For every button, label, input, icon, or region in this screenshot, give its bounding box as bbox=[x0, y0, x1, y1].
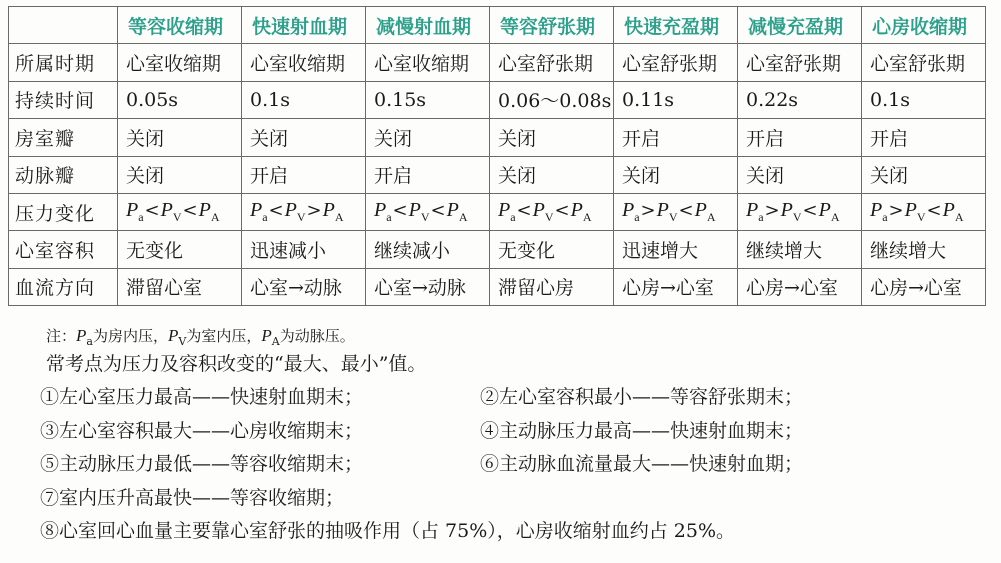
key-point-row bbox=[40, 482, 990, 516]
row-label: 压力变化 bbox=[9, 193, 118, 230]
key-point-row bbox=[40, 515, 990, 549]
table-cell: 无变化 bbox=[118, 231, 242, 268]
comparison-operator: > bbox=[306, 200, 322, 222]
symbol-p: P bbox=[167, 326, 179, 345]
pressure-subscript: A bbox=[210, 210, 220, 225]
table-cell: 关闭 bbox=[490, 119, 614, 156]
comparison-operator: > bbox=[640, 200, 656, 222]
row-label: 所属时期 bbox=[9, 44, 118, 81]
comparison-operator: < bbox=[392, 200, 408, 222]
table-cell: 关闭 bbox=[490, 156, 614, 193]
pressure-symbol: P bbox=[498, 199, 511, 222]
header-rapid-ejection: 快速射血期 bbox=[242, 7, 366, 44]
symbol-p: P bbox=[261, 326, 272, 345]
table-cell: 0.15s bbox=[366, 81, 490, 118]
header-reduced-filling: 减慢充盈期 bbox=[738, 7, 862, 44]
row-label: 房室瓣 bbox=[9, 119, 118, 156]
key-point: ②左心室容积最小——等容舒张期末； bbox=[480, 386, 804, 408]
pressure-formula-cell bbox=[118, 193, 242, 230]
row-label: 持续时间 bbox=[9, 81, 118, 118]
pressure-symbol: P bbox=[694, 199, 707, 222]
table-cell: 心房→心室 bbox=[862, 268, 986, 305]
table-cell: 关闭 bbox=[242, 119, 366, 156]
table-cell: 滞留心房 bbox=[490, 268, 614, 305]
table-row bbox=[9, 231, 986, 268]
table-row bbox=[9, 119, 986, 156]
pressure-symbol: P bbox=[446, 199, 459, 222]
table-cell: 心室收缩期 bbox=[118, 44, 242, 81]
comparison-operator: > bbox=[888, 200, 904, 222]
table-row bbox=[9, 44, 986, 81]
footnote-text: 为房内压， bbox=[92, 327, 168, 345]
table-cell: 心房→心室 bbox=[614, 268, 738, 305]
pressure-subscript: V bbox=[544, 210, 554, 225]
pressure-symbol: P bbox=[322, 199, 335, 222]
pressure-symbol: P bbox=[656, 199, 669, 222]
pressure-subscript: a bbox=[138, 210, 144, 225]
pressure-subscript: A bbox=[830, 210, 840, 225]
pressure-subscript: a bbox=[386, 210, 392, 225]
pressure-symbol: P bbox=[374, 199, 387, 222]
pressure-subscript: a bbox=[510, 210, 516, 225]
key-point: ③左心室容积最大——心房收缩期末； bbox=[40, 419, 364, 442]
table-cell: 心室收缩期 bbox=[366, 44, 490, 81]
pressure-symbol: P bbox=[532, 199, 545, 222]
comparison-operator: < bbox=[144, 200, 160, 222]
pressure-subscript: V bbox=[792, 210, 802, 225]
table-cell: 心房→心室 bbox=[738, 268, 862, 305]
table-cell: 0.06～0.08s bbox=[490, 81, 614, 118]
pressure-subscript: V bbox=[916, 210, 926, 225]
pressure-formula-cell bbox=[738, 193, 862, 230]
header-isovolumic-relaxation: 等容舒张期 bbox=[490, 7, 614, 44]
key-point: ⑤主动脉压力最低——等容收缩期末； bbox=[40, 453, 364, 475]
pressure-subscript: A bbox=[458, 210, 468, 225]
table-cell: 心室舒张期 bbox=[862, 44, 986, 81]
header-rapid-filling: 快速充盈期 bbox=[614, 7, 738, 44]
table-cell: 0.05s bbox=[118, 81, 242, 118]
row-label: 血流方向 bbox=[9, 268, 118, 305]
comparison-operator: < bbox=[554, 200, 570, 222]
footnote-text: 为室内压， bbox=[186, 327, 262, 345]
table-cell: 0.1s bbox=[242, 81, 366, 118]
table-cell: 关闭 bbox=[118, 119, 242, 156]
pressure-symbol: P bbox=[570, 199, 583, 222]
pressure-subscript: V bbox=[420, 210, 430, 225]
symbol-p: P bbox=[76, 326, 87, 345]
pressure-subscript: a bbox=[882, 210, 888, 225]
pressure-formula-cell bbox=[862, 193, 986, 230]
row-label: 动脉瓣 bbox=[9, 156, 118, 193]
key-point: ⑥主动脉血流量最大——快速射血期； bbox=[480, 453, 804, 475]
pressure-symbol: P bbox=[408, 199, 421, 222]
table-row bbox=[9, 193, 986, 230]
key-point: ④主动脉压力最高——快速射血期末； bbox=[480, 419, 804, 442]
table-cell: 开启 bbox=[862, 119, 986, 156]
key-points-intro: 常考点为压力及容积改变的“最大、最小”值。 bbox=[46, 353, 427, 375]
table-cell: 继续增大 bbox=[738, 231, 862, 268]
table-cell: 迅速增大 bbox=[614, 231, 738, 268]
pressure-subscript: V bbox=[296, 210, 306, 225]
pressure-subscript: A bbox=[334, 210, 344, 225]
pressure-formula-cell bbox=[366, 193, 490, 230]
table-cell: 滞留心室 bbox=[118, 268, 242, 305]
key-point-row bbox=[40, 381, 990, 415]
pressure-formula-cell bbox=[614, 193, 738, 230]
pressure-symbol: P bbox=[284, 199, 297, 222]
table-footnote bbox=[40, 324, 990, 348]
pressure-subscript: a bbox=[262, 210, 268, 225]
cardiac-cycle-table bbox=[8, 6, 986, 306]
table-cell: 关闭 bbox=[614, 156, 738, 193]
pressure-formula-cell bbox=[490, 193, 614, 230]
symbol-sub: a bbox=[86, 335, 93, 348]
header-blank-cell bbox=[9, 7, 118, 44]
key-point-row bbox=[40, 415, 990, 449]
comparison-operator: < bbox=[182, 200, 198, 222]
pressure-symbol: P bbox=[870, 199, 883, 222]
pressure-symbol: P bbox=[904, 199, 917, 222]
table-cell: 心室舒张期 bbox=[614, 44, 738, 81]
table-cell: 开启 bbox=[242, 156, 366, 193]
table-cell: 关闭 bbox=[862, 156, 986, 193]
table-row bbox=[9, 156, 986, 193]
key-point: ⑧心室回心血量主要靠心室舒张的抽吸作用（占 75%），心房收缩射血约占 25%。 bbox=[40, 520, 736, 542]
pressure-subscript: a bbox=[758, 210, 764, 225]
table-cell: 0.11s bbox=[614, 81, 738, 118]
table-cell: 开启 bbox=[366, 156, 490, 193]
table-cell: 关闭 bbox=[118, 156, 242, 193]
pressure-symbol: P bbox=[622, 199, 635, 222]
key-point: ①左心室压力最高——快速射血期末； bbox=[40, 386, 364, 408]
footnote-text: 为动脉压。 bbox=[279, 327, 355, 345]
table-cell: 开启 bbox=[738, 119, 862, 156]
pressure-symbol: P bbox=[818, 199, 831, 222]
table-cell: 心室舒张期 bbox=[490, 44, 614, 81]
pressure-symbol: P bbox=[780, 199, 793, 222]
symbol-sub: V bbox=[178, 335, 187, 348]
table-row bbox=[9, 81, 986, 118]
comparison-operator: < bbox=[268, 200, 284, 222]
table-cell: 心室收缩期 bbox=[242, 44, 366, 81]
symbol-sub: A bbox=[271, 335, 280, 348]
comparison-operator: < bbox=[430, 200, 446, 222]
comparison-operator: < bbox=[516, 200, 532, 222]
table-cell: 关闭 bbox=[738, 156, 862, 193]
table-cell: 心室→动脉 bbox=[366, 268, 490, 305]
comparison-operator: < bbox=[678, 200, 694, 222]
pressure-subscript: V bbox=[172, 210, 182, 225]
pressure-subscript: a bbox=[634, 210, 640, 225]
table-cell: 心室→动脉 bbox=[242, 268, 366, 305]
pressure-subscript: A bbox=[582, 210, 592, 225]
comparison-operator: < bbox=[926, 200, 942, 222]
table-cell: 无变化 bbox=[490, 231, 614, 268]
pressure-symbol: P bbox=[942, 199, 955, 222]
header-reduced-ejection: 减慢射血期 bbox=[366, 7, 490, 44]
row-label: 心室容积 bbox=[9, 231, 118, 268]
key-point-row bbox=[40, 448, 990, 482]
pressure-symbol: P bbox=[250, 199, 263, 222]
pressure-formula-cell bbox=[242, 193, 366, 230]
table-cell: 继续增大 bbox=[862, 231, 986, 268]
pressure-symbol: P bbox=[746, 199, 759, 222]
pressure-subscript: A bbox=[706, 210, 716, 225]
table-cell: 开启 bbox=[614, 119, 738, 156]
header-atrial-systole: 心房收缩期 bbox=[862, 7, 986, 44]
footnote-prefix: 注： bbox=[46, 327, 77, 345]
pressure-symbol: P bbox=[126, 199, 139, 222]
table-cell: 关闭 bbox=[366, 119, 490, 156]
table-cell: 0.22s bbox=[738, 81, 862, 118]
pressure-symbol: P bbox=[160, 199, 173, 222]
pressure-subscript: V bbox=[668, 210, 678, 225]
table-row bbox=[9, 268, 986, 305]
pressure-subscript: A bbox=[954, 210, 964, 225]
table-cell: 继续减小 bbox=[366, 231, 490, 268]
pressure-symbol: P bbox=[198, 199, 211, 222]
comparison-operator: > bbox=[764, 200, 780, 222]
comparison-operator: < bbox=[802, 200, 818, 222]
table-header-row bbox=[9, 7, 986, 44]
key-point: ⑦室内压升高最快——等容收缩期； bbox=[40, 486, 345, 509]
table-cell: 迅速减小 bbox=[242, 231, 366, 268]
notes-section bbox=[40, 324, 990, 549]
table-cell: 心室舒张期 bbox=[738, 44, 862, 81]
table-cell: 0.1s bbox=[862, 81, 986, 118]
header-isovolumic-contraction: 等容收缩期 bbox=[118, 7, 242, 44]
